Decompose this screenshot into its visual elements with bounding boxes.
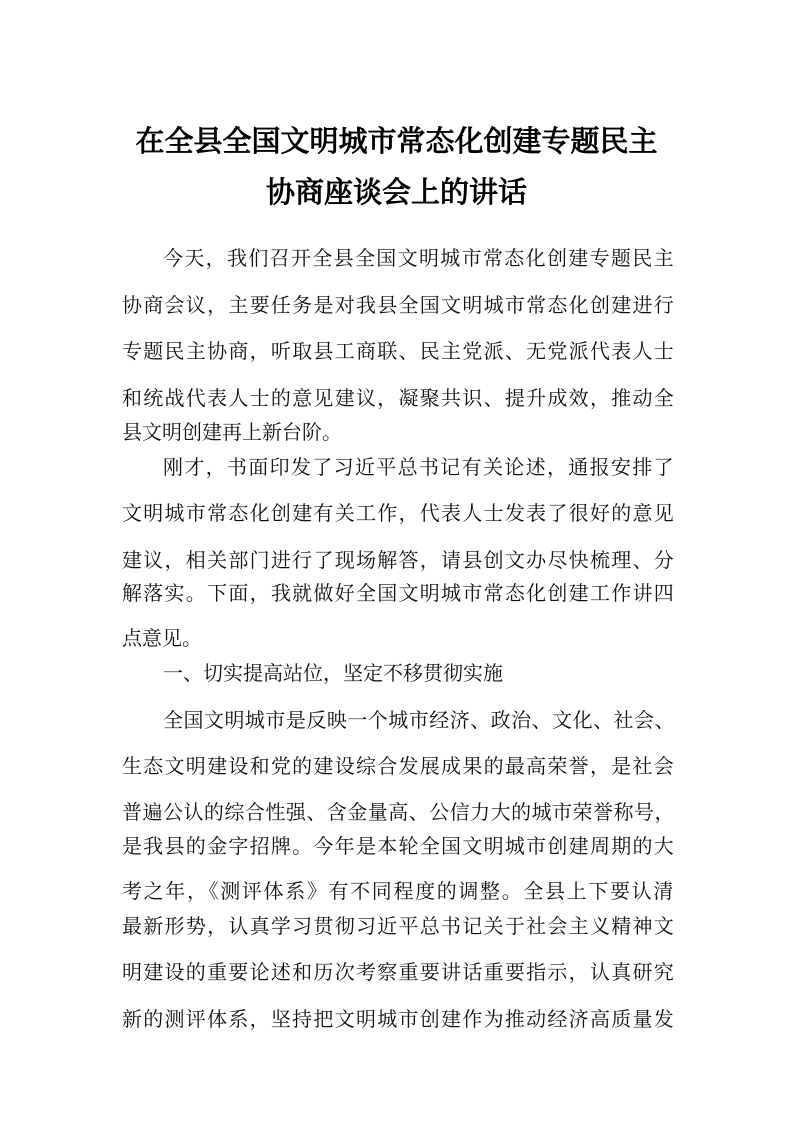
document-title-line-2: 协商座谈会上的讲话: [265, 175, 527, 209]
paragraph-line: 建议，相关部门进行了现场解答，请县创文办尽快梳理、分: [122, 548, 676, 572]
paragraph-line: 新的测评体系，坚持把文明城市创建作为推动经济高质量发: [122, 1007, 676, 1031]
paragraph-line: 文明城市常态化创建有关工作，代表人士发表了很好的意见: [122, 501, 676, 525]
paragraph-line: 普遍公认的综合性强、含金量高、公信力大的城市荣誉称号，: [122, 800, 675, 824]
paragraph-line: 生态文明建设和党的建设综合发展成果的最高荣誉，是社会: [122, 754, 676, 778]
paragraph-line: 县文明创建再上新台阶。: [122, 420, 342, 444]
paragraph-line: 考之年，《测评体系》有不同程度的调整。全县上下要认清: [122, 879, 675, 903]
section-heading: 一、切实提高站位，坚定不移贯彻实施: [163, 661, 503, 685]
paragraph-line: 解落实。下面，我就做好全国文明城市常态化创建工作讲四: [122, 581, 676, 605]
paragraph-line: 专题民主协商，听取县工商联、民主党派、无党派代表人士: [122, 339, 676, 363]
paragraph-line: 明建设的重要论述和历次考察重要讲话重要指示，认真研究: [122, 960, 676, 984]
paragraph-line: 刚才，书面印发了习近平总书记有关论述，通报安排了: [163, 455, 675, 479]
document-title-line-1: 在全县全国文明城市常态化创建专题民主: [135, 124, 658, 158]
paragraph-line: 点意见。: [122, 626, 202, 650]
paragraph-line: 全国文明城市是反映一个城市经济、政治、文化、社会、: [163, 708, 675, 732]
paragraph-line: 是我县的金字招牌。今年是本轮全国文明城市创建周期的大: [122, 834, 676, 858]
paragraph-line: 和统战代表人士的意见建议，凝聚共识、提升成效，推动全: [122, 386, 676, 410]
paragraph-line: 最新形势，认真学习贯彻习近平总书记关于社会主义精神文: [122, 914, 676, 938]
paragraph-line: 协商会议，主要任务是对我县全国文明城市常态化创建进行: [122, 293, 676, 317]
paragraph-line: 今天，我们召开全县全国文明城市常态化创建专题民主: [163, 246, 675, 270]
